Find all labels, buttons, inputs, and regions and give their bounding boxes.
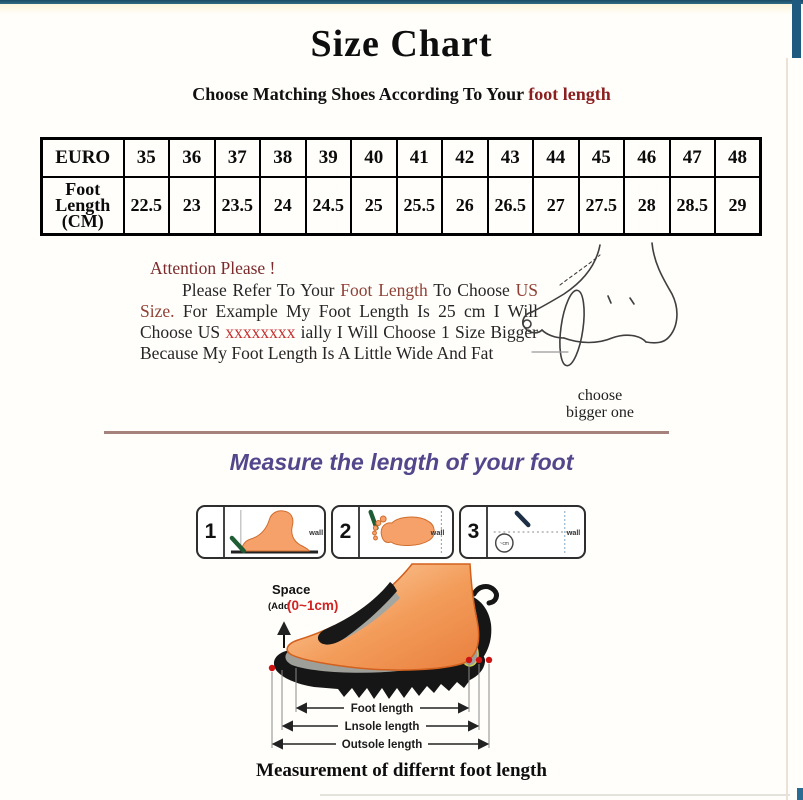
size-cell: 43 xyxy=(488,139,534,177)
length-cell: 25 xyxy=(351,177,397,235)
measure-step-panel-3 xyxy=(459,505,586,559)
measure-dot xyxy=(269,665,275,671)
subtitle-text: Choose Matching Shoes According To Your xyxy=(192,84,529,104)
length-cell: 27 xyxy=(533,177,579,235)
sketch-shin-front xyxy=(532,245,600,312)
length-cell: 23 xyxy=(169,177,215,235)
measure-heading: Measure the length of your foot xyxy=(229,449,574,475)
toe-bump xyxy=(373,526,377,530)
attention-text-redacted: xxxxxxxx xyxy=(225,322,296,342)
step-number: 3 xyxy=(461,507,488,557)
size-cell: 47 xyxy=(670,139,716,177)
length-cell: 25.5 xyxy=(397,177,443,235)
sketch-ankle-mark xyxy=(630,298,634,304)
attention-text: To Choose xyxy=(427,280,516,300)
length-cell: 26 xyxy=(442,177,488,235)
length-cell: 24.5 xyxy=(306,177,352,235)
footlength-header-cell xyxy=(42,177,124,235)
footlength-label-line: Length xyxy=(55,195,111,216)
footlength-label-line: Foot xyxy=(65,179,101,200)
step-1-drawing xyxy=(225,507,324,557)
step-1-art xyxy=(225,507,324,557)
foot-measurement-diagram xyxy=(238,560,578,760)
attention-paragraph xyxy=(140,280,538,364)
sketch-heel-back xyxy=(646,243,677,343)
sketch-sole xyxy=(564,335,646,342)
top-cream-band xyxy=(0,4,803,15)
length-cell: 27.5 xyxy=(579,177,625,235)
size-cell: 37 xyxy=(215,139,261,177)
subtitle-highlight: foot length xyxy=(528,84,611,104)
measure-step-panel-2 xyxy=(331,505,454,559)
size-cell: 42 xyxy=(442,139,488,177)
foot-sketch-illustration xyxy=(518,238,703,383)
size-cell: 36 xyxy=(169,139,215,177)
step-number: 2 xyxy=(333,507,360,557)
bottom-right-blue-mark xyxy=(797,788,803,800)
space-label: Space xyxy=(272,582,311,597)
length-cell: 29 xyxy=(715,177,761,235)
cm-label: ~cm xyxy=(499,541,509,548)
footlength-label-line: (CM) xyxy=(61,211,104,232)
attention-text-footlength: Foot Length xyxy=(340,280,428,300)
pencil-icon xyxy=(517,513,529,525)
attention-text: Please Refer To Your xyxy=(182,280,341,300)
section-divider-line xyxy=(104,431,669,434)
attention-note xyxy=(140,258,538,364)
step-2-art xyxy=(360,507,452,557)
subtitle xyxy=(0,84,803,105)
choose-note-line: bigger one xyxy=(566,404,634,421)
size-cell: 48 xyxy=(715,139,761,177)
bottom-caption: Measurement of differnt foot length xyxy=(256,760,547,781)
wall-label: wall xyxy=(566,527,581,538)
measure-dot xyxy=(476,657,482,663)
attention-text: ially I Will Choose 1 Size Bigger Because My Foot Length Is A Little Wide And Fat xyxy=(140,322,538,363)
length-cell: 28 xyxy=(624,177,670,235)
sketch-toes xyxy=(523,312,564,338)
length-cell: 23.5 xyxy=(215,177,261,235)
toe-bump xyxy=(373,531,377,535)
euro-header-cell: EURO xyxy=(42,139,124,177)
size-cell: 45 xyxy=(579,139,625,177)
length-cell: 22.5 xyxy=(124,177,170,235)
length-cell: 24 xyxy=(260,177,306,235)
space-add-label: (Add xyxy=(268,601,290,612)
size-cell: 46 xyxy=(624,139,670,177)
toe-bump xyxy=(374,536,378,540)
measure-dot xyxy=(466,657,472,663)
attention-text-ussize: US Size. xyxy=(140,280,538,321)
dim-label-foot-length: Foot length xyxy=(350,703,414,715)
size-cell: 41 xyxy=(397,139,443,177)
size-cell: 38 xyxy=(260,139,306,177)
dim-label-insole-length: Lnsole length xyxy=(344,721,420,733)
step-3-drawing xyxy=(488,507,584,557)
table-row-euro xyxy=(42,139,761,177)
measure-step-panel-1 xyxy=(196,505,326,559)
sketch-big-toe xyxy=(523,320,531,328)
sketch-measuring-band xyxy=(556,289,588,367)
sketch-ankle-mark xyxy=(608,296,611,303)
step-number: 1 xyxy=(198,507,225,557)
size-cell: 39 xyxy=(306,139,352,177)
space-range-label: (0~1cm) xyxy=(287,598,339,613)
step-2-drawing xyxy=(360,507,452,557)
step-3-art xyxy=(488,507,584,557)
dim-label-outsole-length: Outsole length xyxy=(341,739,423,751)
size-table xyxy=(40,137,762,236)
choose-bigger-note xyxy=(540,387,660,421)
foot-side-shape xyxy=(242,511,309,551)
length-cell: 28.5 xyxy=(670,177,716,235)
toe-bump xyxy=(380,516,386,522)
length-cell: 26.5 xyxy=(488,177,534,235)
wall-label: wall xyxy=(309,527,324,538)
wall-label: wall xyxy=(430,527,445,538)
attention-text: For Example My Foot Length Is 25 cm I Will Choose US xyxy=(140,301,538,342)
size-cell: 44 xyxy=(533,139,579,177)
right-edge-faint-line xyxy=(786,58,788,800)
bottom-faint-line xyxy=(320,794,790,796)
measure-dot xyxy=(486,657,492,663)
table-row-footlength xyxy=(42,177,761,235)
size-cell: 35 xyxy=(124,139,170,177)
footprint-shape xyxy=(381,517,434,545)
foot-shape xyxy=(287,564,478,670)
pencil-icon xyxy=(232,538,244,551)
size-cell: 40 xyxy=(351,139,397,177)
toe-bump xyxy=(376,521,381,526)
page-title: Size Chart xyxy=(310,23,493,65)
choose-note-line: choose xyxy=(577,387,623,404)
attention-heading: Attention Please ! xyxy=(150,258,276,278)
